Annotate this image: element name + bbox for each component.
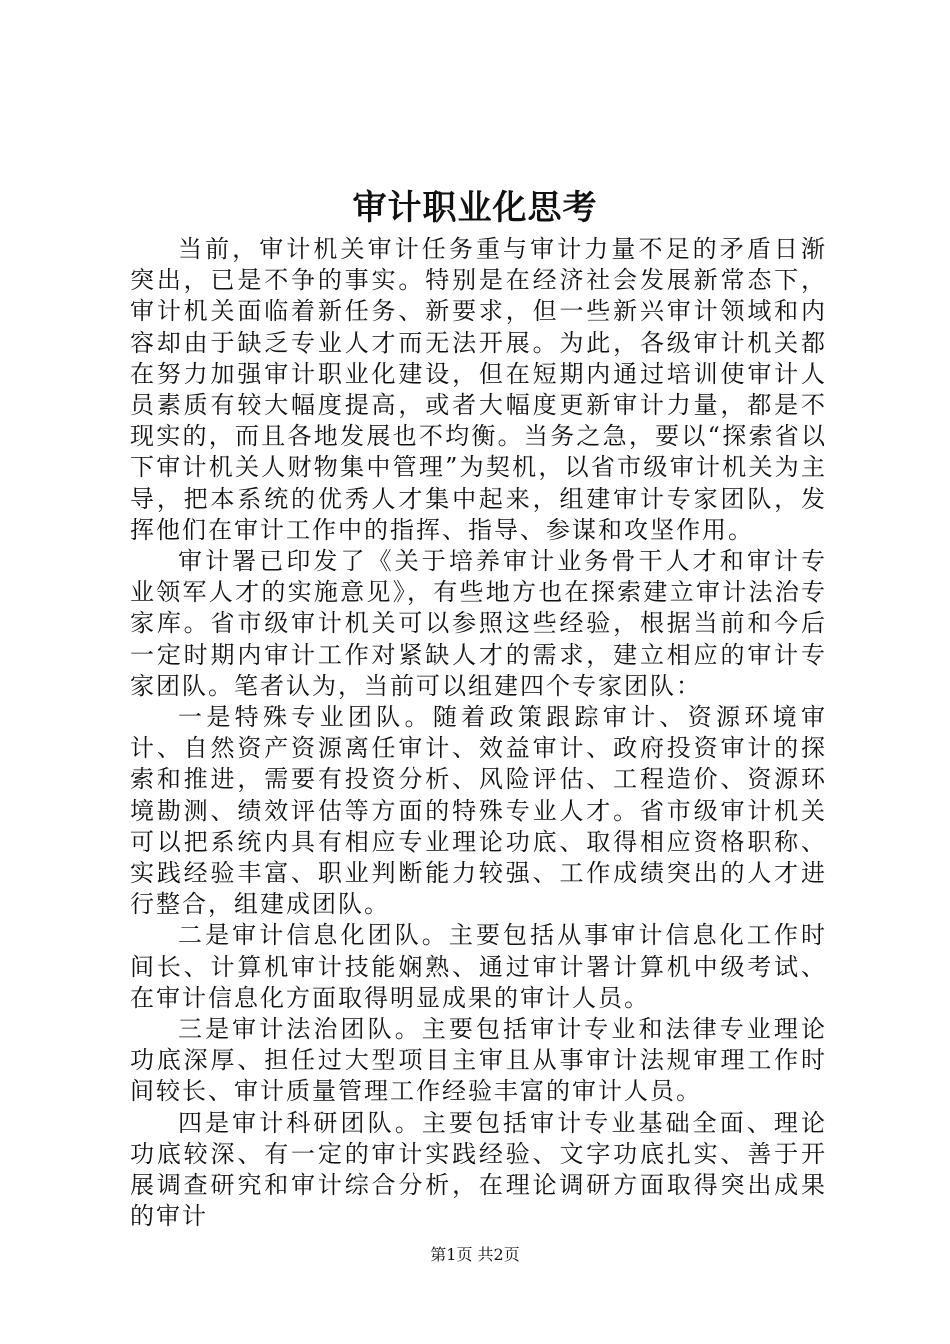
paragraph-4: 二是审计信息化团队。主要包括从事审计信息化工作时间长、计算机审计技能娴熟、通过审计署计算机中级考试、在审计信息化方面取得明显成果的审计人员。 bbox=[130, 921, 827, 1012]
document-body bbox=[130, 234, 827, 1233]
page-title: 审计职业化思考 bbox=[352, 188, 598, 228]
paragraph-1: 当前，审计机关审计任务重与审计力量不足的矛盾日渐突出，已是不争的事实。特别是在经济社会发展新常态下，审计机关面临着新任务、新要求，但一些新兴审计领域和内容却由于缺乏专业人才而无法开展。为此，各级审计机关都在努力加强审计职业化建设，但在短期内通过培训使审计人员素质有较大幅度提高，或者大幅度更新审计力量，都是不现实的，而且各地发展也不均衡。当务之急，要以“探索省以下审计机关人财物集中管理”为契机，以省市级审计机关为主导，把本系统的优秀人才集中起来，组建审计专家团队，发挥他们在审计工作中的指挥、指导、参谋和攻坚作用。 bbox=[130, 235, 827, 544]
paragraph-2: 审计署已印发了《关于培养审计业务骨干人才和审计专业领军人才的实施意见》，有些地方也在探索建立审计法治专家库。省市级审计机关可以参照这些经验，根据当前和今后一定时期内审计工作对紧缺人才的需求，建立相应的审计专家团队。笔者认为，当前可以组建四个专家团队： bbox=[130, 547, 827, 700]
page-footer: 第1页 共2页 bbox=[430, 1245, 520, 1264]
paragraph-3: 一是特殊专业团队。随着政策跟踪审计、资源环境审计、自然资产资源离任审计、效益审计、政府投资审计的探索和推进，需要有投资分析、风险评估、工程造价、资源环境勘测、绩效评估等方面的特殊专业人才。省市级审计机关可以把系统内具有相应专业理论功底、取得相应资格职称、实践经验丰富、职业判断能力较强、工作成绩突出的人才进行整合，组建成团队。 bbox=[130, 703, 827, 919]
paragraph-6: 四是审计科研团队。主要包括审计专业基础全面、理论功底较深、有一定的审计实践经验、文字功底扎实、善于开展调查研究和审计综合分析，在理论调研方面取得突出成果的审计 bbox=[130, 1108, 827, 1231]
paragraph-5: 三是审计法治团队。主要包括审计专业和法律专业理论功底深厚、担任过大型项目主审且从事审计法规审理工作时间较长、审计质量管理工作经验丰富的审计人员。 bbox=[130, 1015, 827, 1106]
